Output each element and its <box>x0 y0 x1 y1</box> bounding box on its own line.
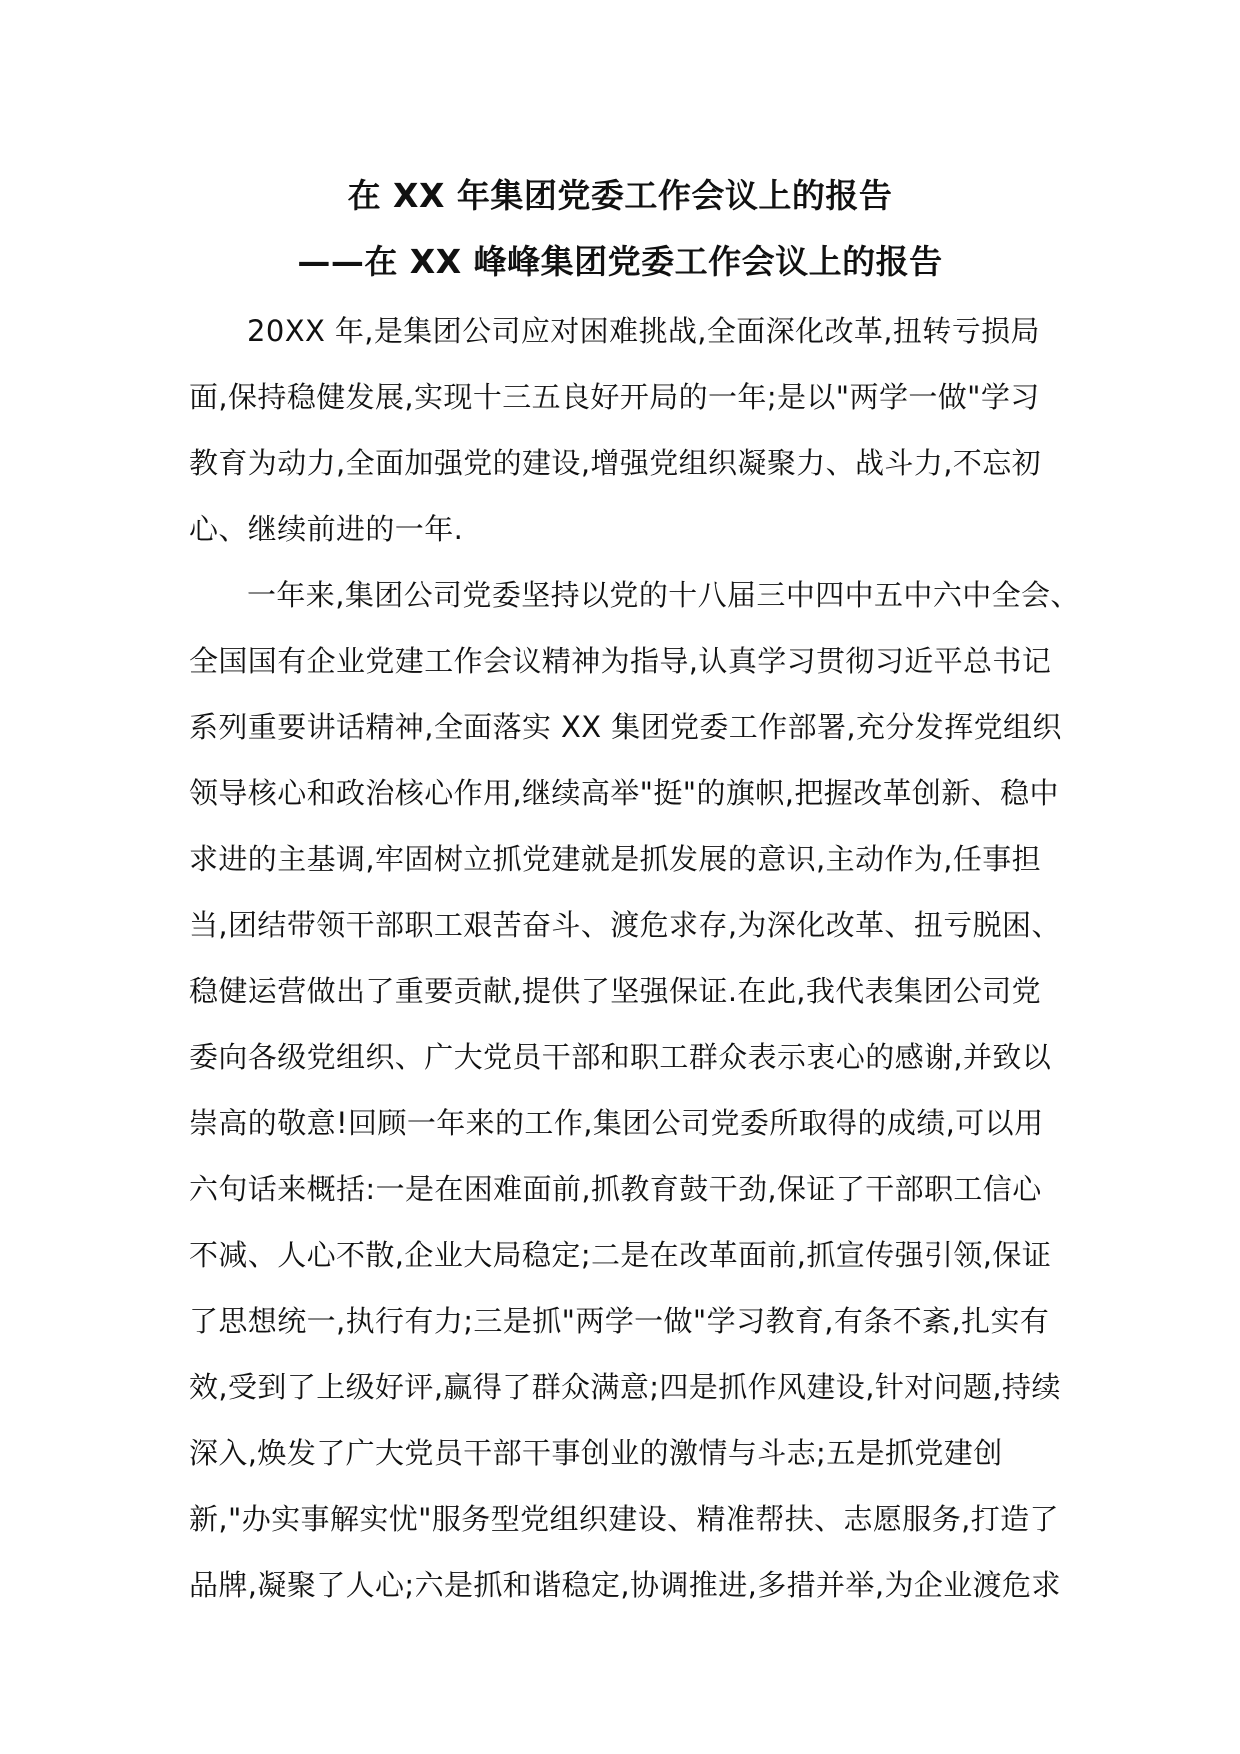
paragraph-line: 全国国有企业党建工作会议精神为指导,认真学习贯彻习近平总书记 <box>189 644 1052 678</box>
document-body <box>189 298 1080 1618</box>
paragraph-line: 委向各级党组织、广大党员干部和职工群众表示衷心的感谢,并致以 <box>189 1040 1052 1074</box>
paragraph-1 <box>189 298 1069 562</box>
paragraph-line: 当,团结带领干部职工艰苦奋斗、渡危求存,为深化改革、扭亏脱困、 <box>189 908 1061 942</box>
paragraph-line: 求进的主基调,牢固树立抓党建就是抓发展的意识,主动作为,任事担 <box>189 842 1042 876</box>
paragraph-line: 六句话来概括:一是在困难面前,抓教育鼓干劲,保证了干部职工信心 <box>189 1172 1042 1206</box>
paragraph-line: 品牌,凝聚了人心;六是抓和谐稳定,协调推进,多措并举,为企业渡危求 <box>189 1568 1061 1602</box>
paragraph-line: 不减、人心不散,企业大局稳定;二是在改革面前,抓宣传强引领,保证 <box>189 1238 1052 1272</box>
paragraph-line: 稳健运营做出了重要贡献,提供了坚强保证.在此,我代表集团公司党 <box>189 974 1042 1008</box>
document-title: 在 XX 年集团党委工作会议上的报告 <box>347 176 893 215</box>
paragraph-line: 20XX 年,是集团公司应对困难挑战,全面深化改革,扭转亏损局 <box>247 314 1040 348</box>
paragraph-line: 面,保持稳健发展,实现十三五良好开局的一年;是以"两学一做"学习 <box>189 380 1040 414</box>
paragraph-line: 了思想统一,执行有力;三是抓"两学一做"学习教育,有条不紊,扎实有 <box>189 1304 1050 1338</box>
paragraph-line: 教育为动力,全面加强党的建设,增强党组织凝聚力、战斗力,不忘初 <box>189 446 1042 480</box>
paragraph-line: 深入,焕发了广大党员干部干事创业的激情与斗志;五是抓党建创 <box>189 1436 1003 1470</box>
document-subtitle: ——在 XX 峰峰集团党委工作会议上的报告 <box>297 242 943 281</box>
paragraph-line: 新,"办实事解实忧"服务型党组织建设、精准帮扶、志愿服务,打造了 <box>189 1502 1059 1536</box>
paragraph-line: 心、继续前进的一年. <box>189 512 464 546</box>
paragraph-line: 崇高的敬意!回顾一年来的工作,集团公司党委所取得的成绩,可以用 <box>189 1106 1044 1140</box>
paragraph-line: 系列重要讲话精神,全面落实 XX 集团党委工作部署,充分发挥党组织 <box>189 710 1062 744</box>
paragraph-line: 领导核心和政治核心作用,继续高举"挺"的旗帜,把握改革创新、稳中 <box>189 776 1059 810</box>
paragraph-2 <box>189 562 1080 1618</box>
paragraph-line: 效,受到了上级好评,赢得了群众满意;四是抓作风建设,针对问题,持续 <box>189 1370 1061 1404</box>
paragraph-line: 一年来,集团公司党委坚持以党的十八届三中四中五中六中全会、 <box>247 578 1080 612</box>
